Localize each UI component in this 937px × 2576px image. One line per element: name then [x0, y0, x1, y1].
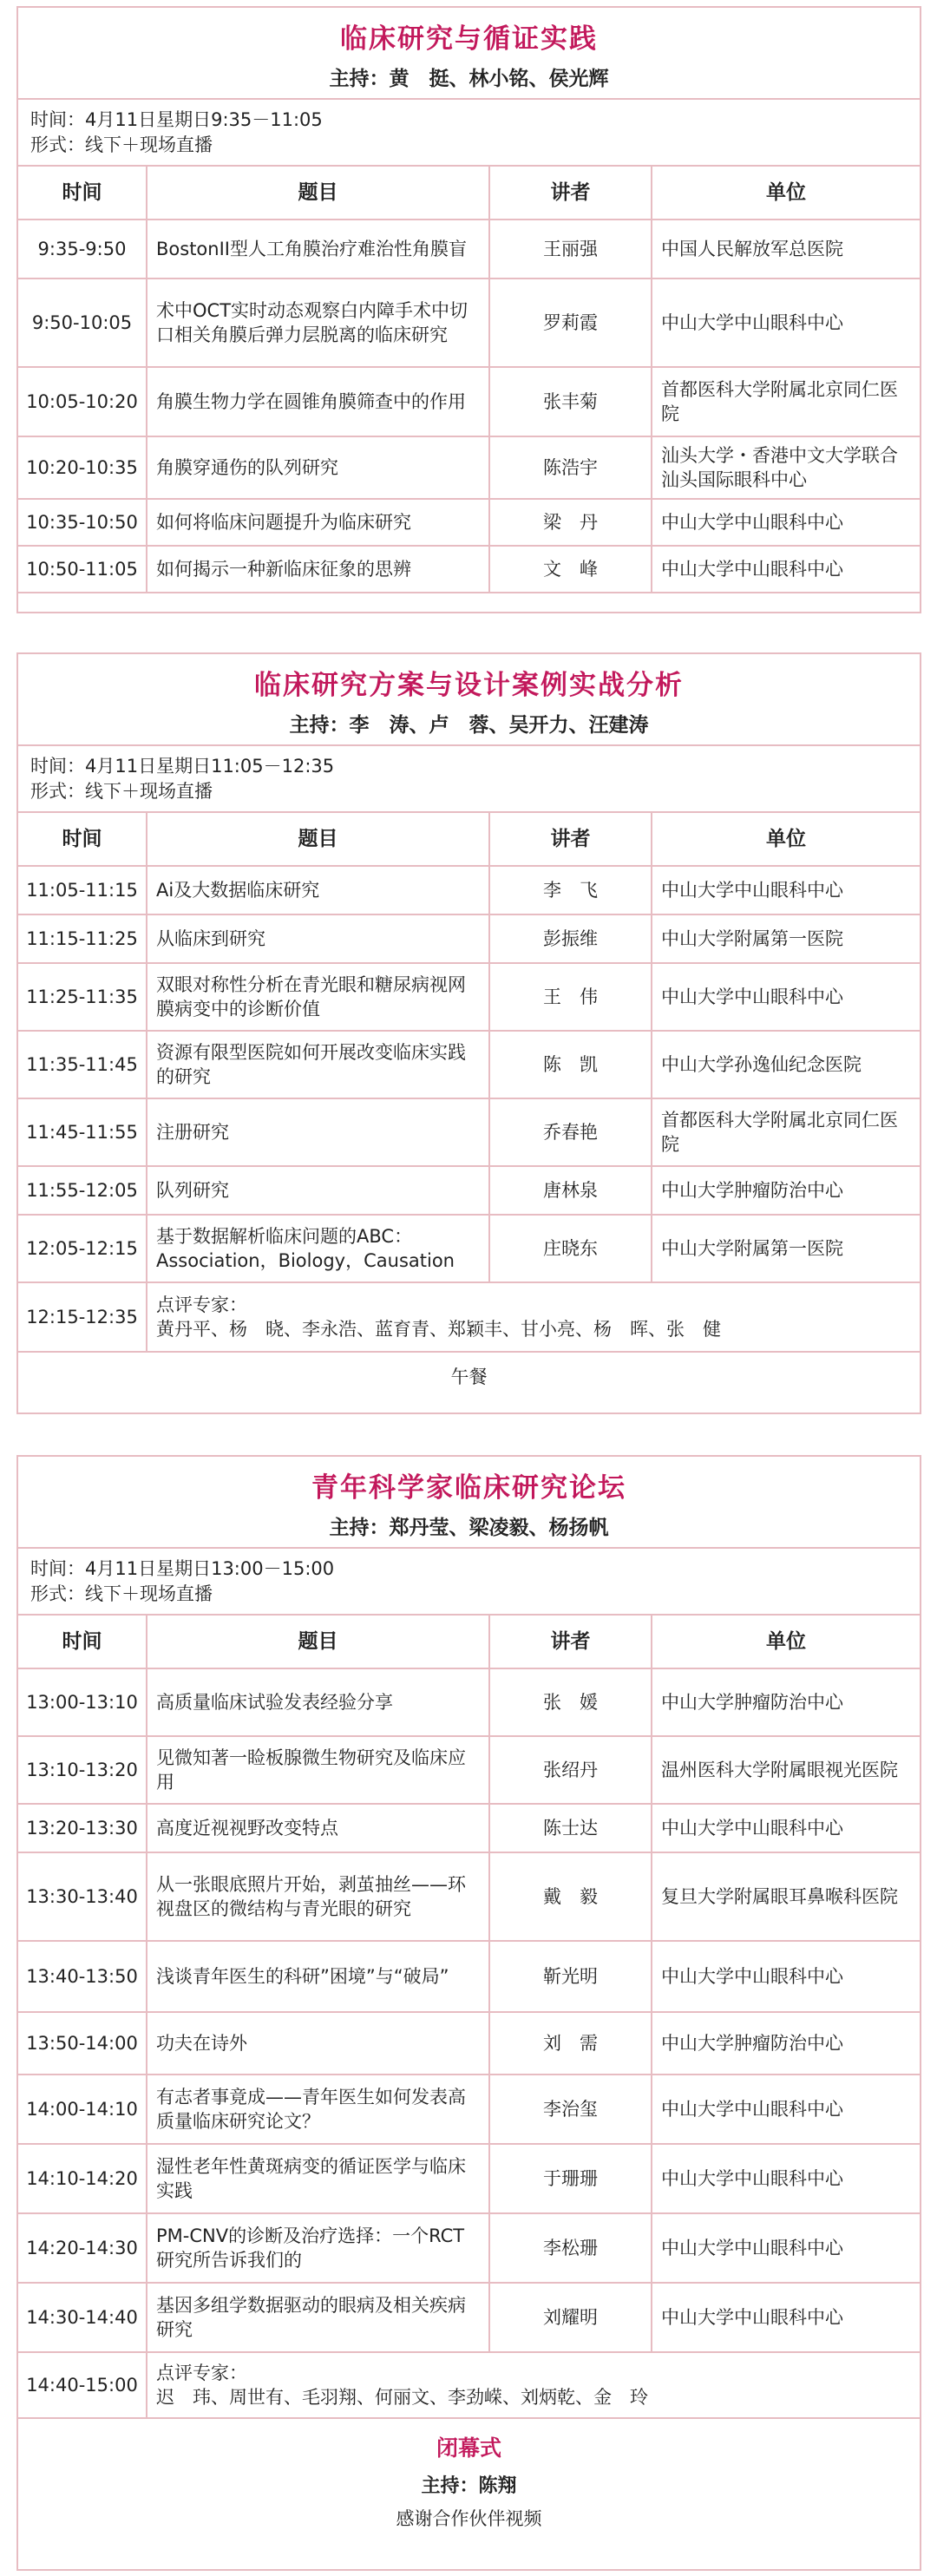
- row-unit: 中山大学附属第一医院: [652, 914, 920, 963]
- section-title: 临床研究与循证实践: [340, 23, 598, 55]
- row-speaker: 罗莉霞: [489, 279, 652, 367]
- table-row: [18, 220, 920, 279]
- row-topic: BostonII型人工角膜治疗难治性角膜盲: [147, 220, 489, 279]
- row-time: 13:00-13:10: [18, 1668, 147, 1736]
- header-speaker: 讲者: [489, 812, 652, 866]
- table-row: [18, 367, 920, 436]
- table-row: [18, 436, 920, 499]
- row-time: 11:05-11:15: [18, 866, 147, 914]
- table-row: [18, 1852, 920, 1941]
- header-speaker: 讲者: [489, 1615, 652, 1668]
- table-row: [18, 1215, 920, 1282]
- section-clinical-research: [16, 6, 921, 613]
- row-time: 11:45-11:55: [18, 1098, 147, 1166]
- row-time: 11:25-11:35: [18, 963, 147, 1031]
- section-title: 临床研究方案与设计案例实战分析: [254, 670, 684, 701]
- table-header-row: [18, 812, 920, 866]
- lunch-row: [18, 1352, 920, 1400]
- review-row: [18, 1282, 920, 1352]
- row-topic: 角膜生物力学在圆锥角膜筛查中的作用: [147, 367, 489, 436]
- row-time: 13:40-13:50: [18, 1941, 147, 2012]
- row-speaker: 李治玺: [489, 2075, 652, 2144]
- row-speaker: 戴 毅: [489, 1852, 652, 1941]
- row-speaker: 刘 需: [489, 2012, 652, 2075]
- row-topic: 有志者事竟成——青年医生如何发表高质量临床研究论文？: [147, 2075, 489, 2144]
- header-unit: 单位: [652, 166, 920, 220]
- section-format: 形式：线下＋现场直播: [30, 781, 213, 802]
- header-time: 时间: [18, 812, 147, 866]
- row-topic: 队列研究: [147, 1166, 489, 1215]
- row-speaker: 靳光明: [489, 1941, 652, 2012]
- table-row: [18, 1166, 920, 1215]
- schedule-table: [18, 1614, 920, 2419]
- row-unit: 中国人民解放军总医院: [652, 220, 920, 279]
- section-young-scientists: [16, 1455, 921, 2571]
- review-experts: [147, 1282, 920, 1352]
- row-topic: 基因多组学数据驱动的眼病及相关疾病研究: [147, 2283, 489, 2352]
- row-unit: 中山大学中山眼科中心: [652, 546, 920, 593]
- review-row: [18, 2352, 920, 2418]
- row-unit: 中山大学附属第一医院: [652, 1215, 920, 1282]
- section-hosts: 主持：郑丹莹、梁凌毅、杨扬帆: [329, 1517, 609, 1539]
- row-speaker: 王丽强: [489, 220, 652, 279]
- header-topic: 题目: [147, 1615, 489, 1668]
- row-unit: 中山大学肿瘤防治中心: [652, 1668, 920, 1736]
- lunch-break: 午餐: [18, 1352, 920, 1400]
- closing-text: 感谢合作伙伴视频: [396, 2508, 542, 2529]
- row-topic: 功夫在诗外: [147, 2012, 489, 2075]
- row-unit: 汕头大学・香港中文大学联合汕头国际眼科中心: [652, 436, 920, 499]
- review-names: 迟 玮、周世有、毛羽翔、何丽文、李劲嵘、刘炳乾、金 玲: [156, 2387, 648, 2408]
- row-unit: 复旦大学附属眼耳鼻喉科医院: [652, 1852, 920, 1941]
- row-speaker: 梁 丹: [489, 499, 652, 546]
- review-names: 黄丹平、杨 晓、李永浩、蓝育青、郑颖丰、甘小亮、杨 晖、张 健: [156, 1319, 721, 1340]
- row-time: 13:50-14:00: [18, 2012, 147, 2075]
- review-label: 点评专家：: [156, 2363, 247, 2383]
- row-topic: 见微知著一睑板腺微生物研究及临床应用: [147, 1736, 489, 1804]
- section-time: 时间：4月11日星期日11:05－12:35: [30, 756, 335, 777]
- row-unit: 中山大学中山眼科中心: [652, 2075, 920, 2144]
- row-topic: 湿性老年性黄斑病变的循证医学与临床实践: [147, 2144, 489, 2213]
- table-row: [18, 866, 920, 914]
- row-time: 11:55-12:05: [18, 1166, 147, 1215]
- row-time: 11:35-11:45: [18, 1031, 147, 1098]
- row-time: 14:00-14:10: [18, 2075, 147, 2144]
- row-topic: Ai及大数据临床研究: [147, 866, 489, 914]
- schedule-table: [18, 165, 920, 593]
- table-row: [18, 2283, 920, 2352]
- row-speaker: 乔春艳: [489, 1098, 652, 1166]
- table-row: [18, 2213, 920, 2283]
- table-row: [18, 1098, 920, 1166]
- row-unit: 中山大学中山眼科中心: [652, 279, 920, 367]
- review-time: 12:15-12:35: [18, 1282, 147, 1352]
- row-topic: 双眼对称性分析在青光眼和糖尿病视网膜病变中的诊断价值: [147, 963, 489, 1031]
- schedule-table: [18, 811, 920, 1400]
- row-time: 14:20-14:30: [18, 2213, 147, 2283]
- row-unit: 温州医科大学附属眼视光医院: [652, 1736, 920, 1804]
- closing-host: 主持：陈翔: [421, 2475, 517, 2497]
- row-unit: 中山大学孙逸仙纪念医院: [652, 1031, 920, 1098]
- row-time: 10:50-11:05: [18, 546, 147, 593]
- closing-title: 闭幕式: [436, 2435, 501, 2461]
- row-topic: 术中OCT实时动态观察白内障手术中切口相关角膜后弹力层脱离的临床研究: [147, 279, 489, 367]
- row-time: 10:35-10:50: [18, 499, 147, 546]
- row-time: 9:50-10:05: [18, 279, 147, 367]
- section-info: [18, 1547, 920, 1614]
- row-unit: 中山大学中山眼科中心: [652, 2213, 920, 2283]
- row-topic: 角膜穿通伤的队列研究: [147, 436, 489, 499]
- row-speaker: 彭振维: [489, 914, 652, 963]
- row-speaker: 陈 凯: [489, 1031, 652, 1098]
- section-info: [18, 744, 920, 811]
- row-topic: 从一张眼底照片开始，剥茧抽丝——环视盘区的微结构与青光眼的研究: [147, 1852, 489, 1941]
- closing-ceremony: [18, 2419, 920, 2531]
- table-row: [18, 1804, 920, 1852]
- row-topic: 资源有限型医院如何开展改变临床实践的研究: [147, 1031, 489, 1098]
- row-speaker: 张 媛: [489, 1668, 652, 1736]
- row-topic: 浅谈青年医生的科研”困境”与“破局”: [147, 1941, 489, 2012]
- header-time: 时间: [18, 166, 147, 220]
- row-topic: 注册研究: [147, 1098, 489, 1166]
- row-time: 13:30-13:40: [18, 1852, 147, 1941]
- table-row: [18, 1668, 920, 1736]
- section-format: 形式：线下＋现场直播: [30, 1583, 213, 1604]
- row-time: 14:10-14:20: [18, 2144, 147, 2213]
- review-label: 点评专家：: [156, 1295, 247, 1315]
- table-row: [18, 499, 920, 546]
- row-speaker: 陈浩宇: [489, 436, 652, 499]
- table-row: [18, 963, 920, 1031]
- row-time: 12:05-12:15: [18, 1215, 147, 1282]
- table-row: [18, 2075, 920, 2144]
- row-time: 13:10-13:20: [18, 1736, 147, 1804]
- row-unit: 中山大学肿瘤防治中心: [652, 1166, 920, 1215]
- table-row: [18, 2144, 920, 2213]
- row-speaker: 张绍丹: [489, 1736, 652, 1804]
- row-speaker: 陈士达: [489, 1804, 652, 1852]
- row-topic: 如何揭示一种新临床征象的思辨: [147, 546, 489, 593]
- row-unit: 首都医科大学附属北京同仁医院: [652, 1098, 920, 1166]
- table-header-row: [18, 166, 920, 220]
- row-unit: 中山大学中山眼科中心: [652, 2144, 920, 2213]
- section-study-design: [16, 652, 921, 1414]
- row-unit: 中山大学肿瘤防治中心: [652, 2012, 920, 2075]
- section-hosts: 主持：李 涛、卢 蓉、吴开力、汪建涛: [289, 714, 649, 737]
- row-speaker: 刘耀明: [489, 2283, 652, 2352]
- row-speaker: 李松珊: [489, 2213, 652, 2283]
- row-unit: 中山大学中山眼科中心: [652, 499, 920, 546]
- row-topic: PM-CNV的诊断及治疗选择：一个RCT研究所告诉我们的: [147, 2213, 489, 2283]
- row-topic: 基于数据解析临床问题的ABC：Association，Biology，Causation: [147, 1215, 489, 1282]
- row-speaker: 张丰菊: [489, 367, 652, 436]
- section-format: 形式：线下＋现场直播: [30, 134, 213, 155]
- table-row: [18, 1736, 920, 1804]
- row-unit: 中山大学中山眼科中心: [652, 1941, 920, 2012]
- row-speaker: 唐林泉: [489, 1166, 652, 1215]
- header-time: 时间: [18, 1615, 147, 1668]
- section-time: 时间：4月11日星期日9:35－11:05: [30, 109, 323, 130]
- row-unit: 中山大学中山眼科中心: [652, 2283, 920, 2352]
- row-topic: 从临床到研究: [147, 914, 489, 963]
- header-unit: 单位: [652, 1615, 920, 1668]
- table-header-row: [18, 1615, 920, 1668]
- header-topic: 题目: [147, 166, 489, 220]
- table-row: [18, 546, 920, 593]
- review-experts: [147, 2352, 920, 2418]
- row-time: 11:15-11:25: [18, 914, 147, 963]
- row-unit: 中山大学中山眼科中心: [652, 866, 920, 914]
- table-row: [18, 914, 920, 963]
- row-speaker: 王 伟: [489, 963, 652, 1031]
- section-time: 时间：4月11日星期日13:00－15:00: [30, 1558, 335, 1579]
- review-time: 14:40-15:00: [18, 2352, 147, 2418]
- row-speaker: 文 峰: [489, 546, 652, 593]
- table-row: [18, 1031, 920, 1098]
- row-unit: 中山大学中山眼科中心: [652, 963, 920, 1031]
- row-time: 9:35-9:50: [18, 220, 147, 279]
- table-row: [18, 1941, 920, 2012]
- row-unit: 中山大学中山眼科中心: [652, 1804, 920, 1852]
- section-info: [18, 98, 920, 165]
- row-time: 13:20-13:30: [18, 1804, 147, 1852]
- row-speaker: 于珊珊: [489, 2144, 652, 2213]
- row-topic: 高质量临床试验发表经验分享: [147, 1668, 489, 1736]
- section-hosts: 主持：黄 挺、林小铭、侯光辉: [329, 68, 609, 90]
- row-topic: 如何将临床问题提升为临床研究: [147, 499, 489, 546]
- row-unit: 首都医科大学附属北京同仁医院: [652, 367, 920, 436]
- table-row: [18, 279, 920, 367]
- row-topic: 高度近视视野改变特点: [147, 1804, 489, 1852]
- row-speaker: 李 飞: [489, 866, 652, 914]
- row-speaker: 庄晓东: [489, 1215, 652, 1282]
- header-topic: 题目: [147, 812, 489, 866]
- row-time: 10:05-10:20: [18, 367, 147, 436]
- table-row: [18, 2012, 920, 2075]
- header-speaker: 讲者: [489, 166, 652, 220]
- row-time: 10:20-10:35: [18, 436, 147, 499]
- row-time: 14:30-14:40: [18, 2283, 147, 2352]
- section-title: 青年科学家临床研究论坛: [311, 1472, 626, 1504]
- header-unit: 单位: [652, 812, 920, 866]
